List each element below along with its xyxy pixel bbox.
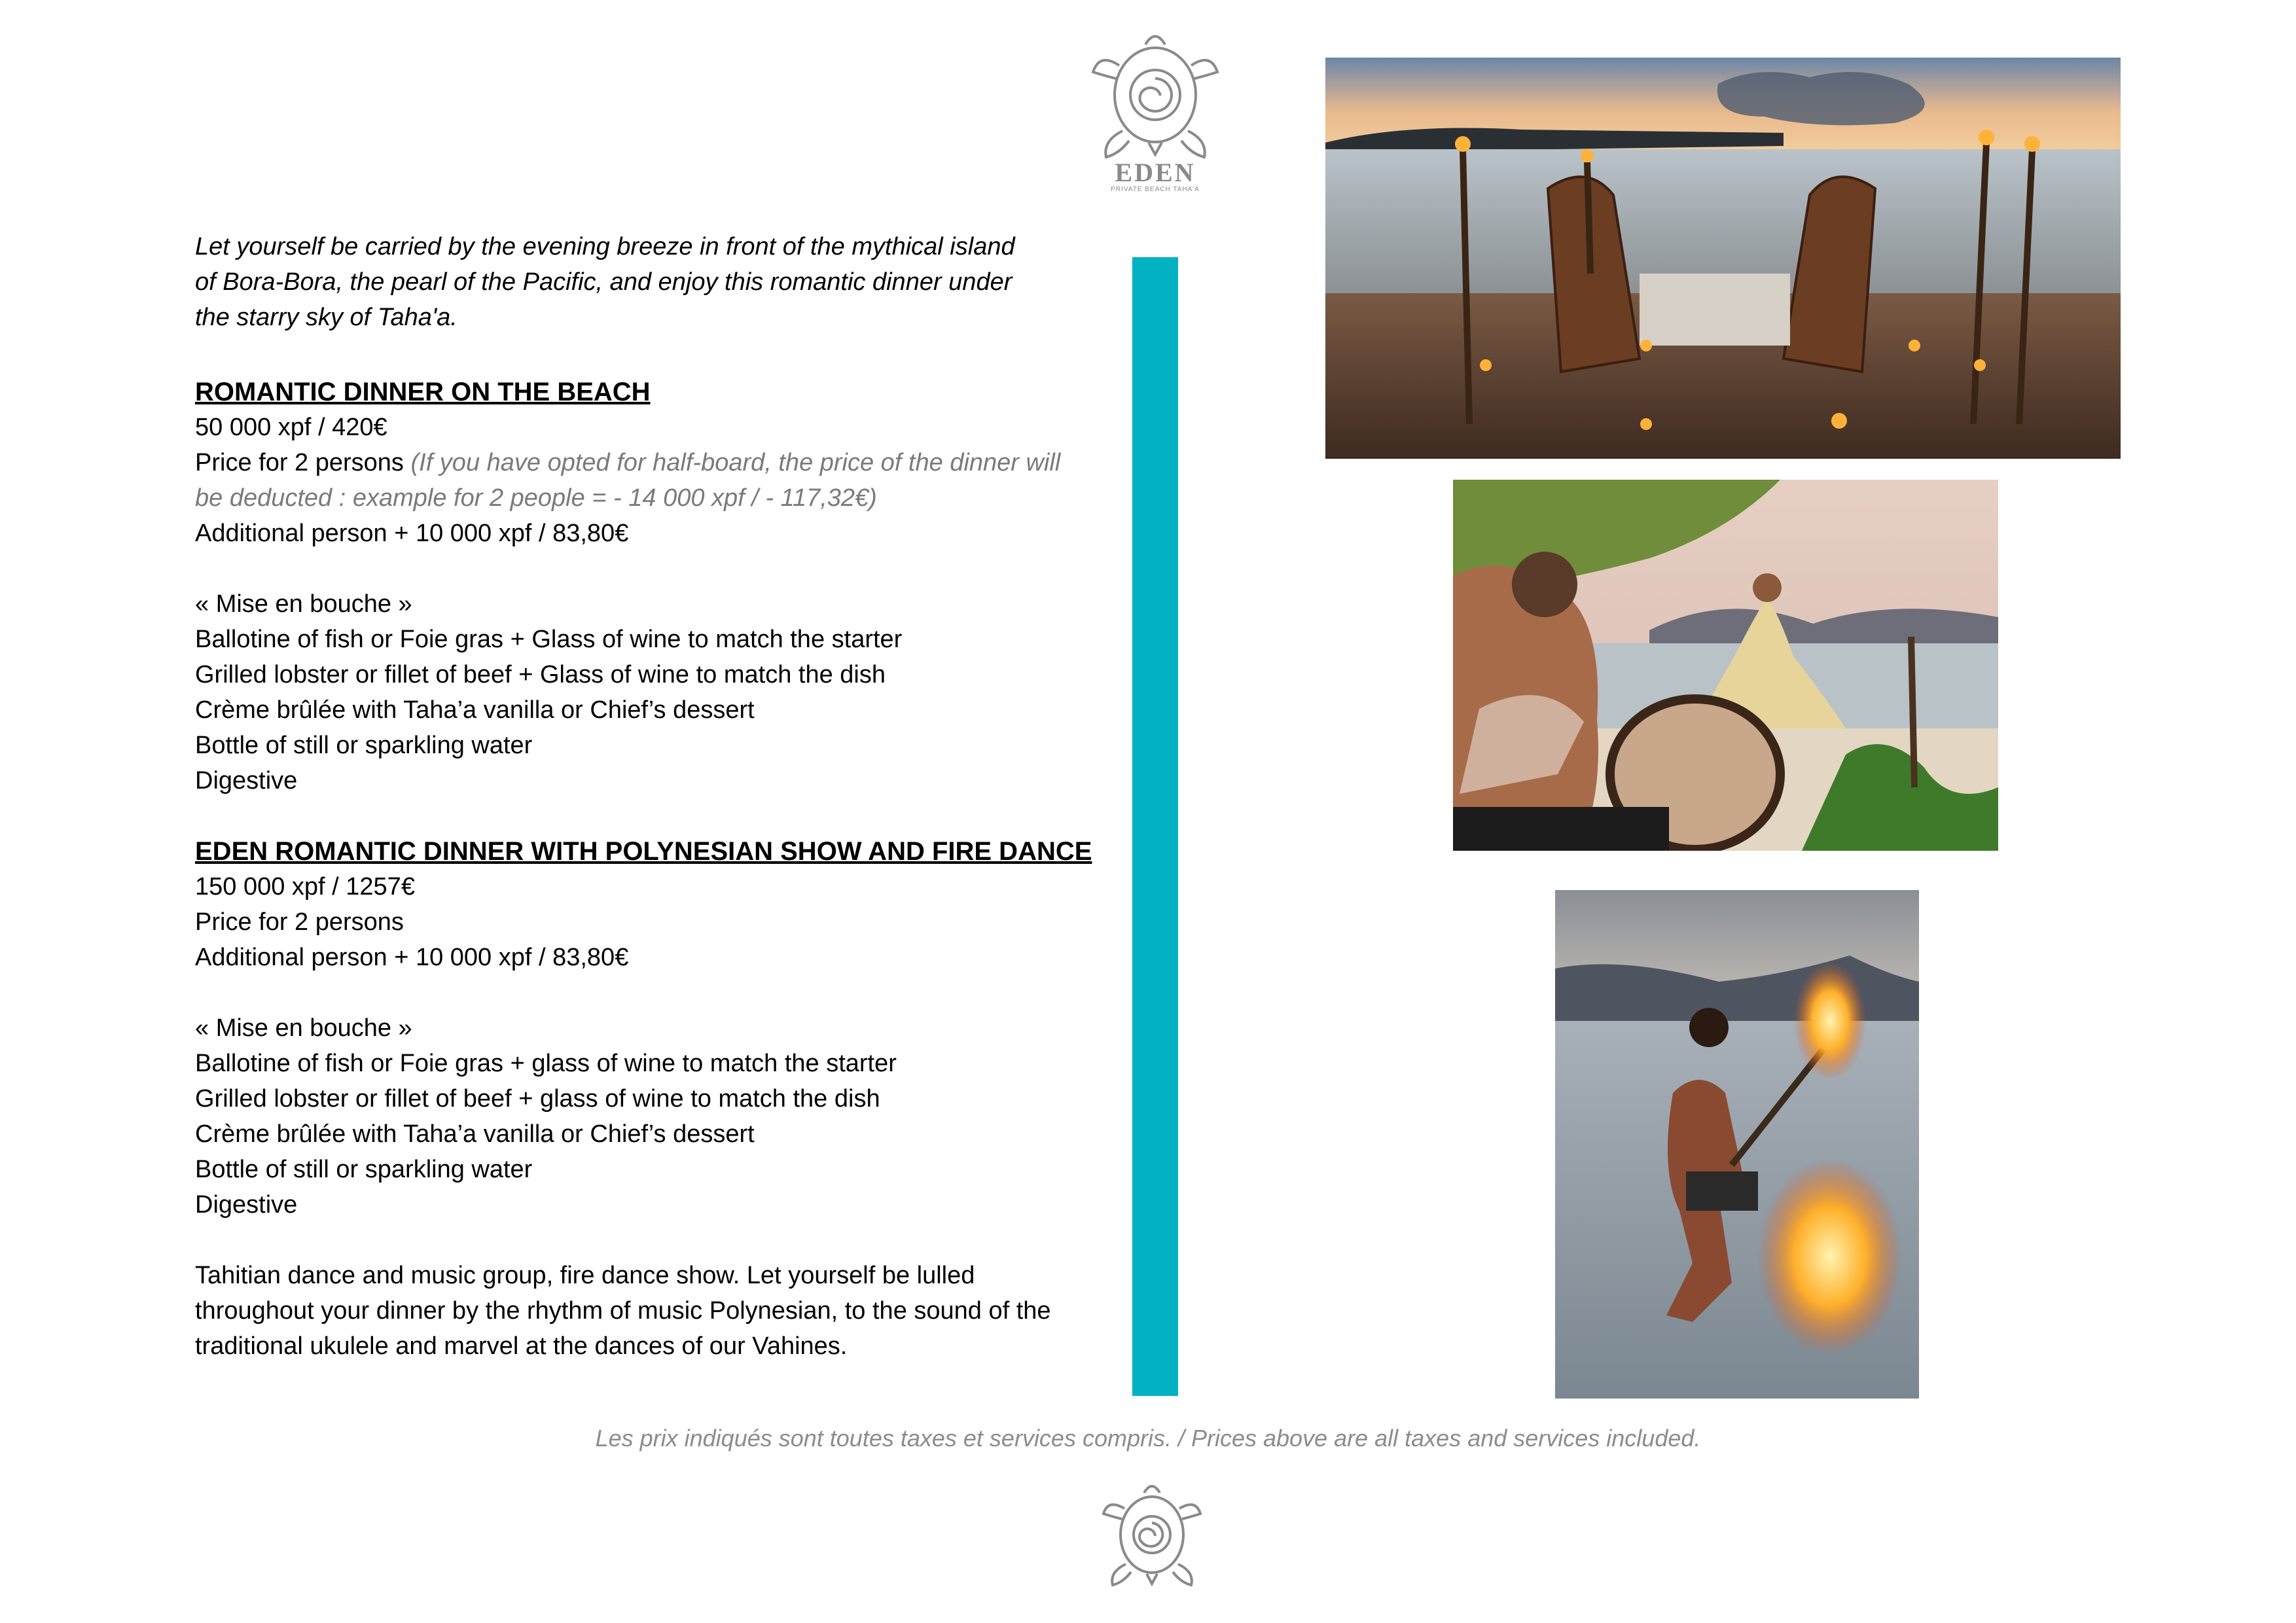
menu1-item: Crème brûlée with Taha’a vanilla or Chief’s dessert [195, 696, 755, 724]
show-description: Tahitian dance and music group, fire dance show. Let yourself be lulled throughout your dinner by the rhythm of music Polynesian, to the sound of the traditional ukulele and marvel at the dances of our Vahines. [195, 1262, 1051, 1360]
accent-divider-bar [1132, 257, 1178, 1396]
menu1-price: 50 000 xpf / 420€ [195, 414, 387, 441]
menu1-item: Digestive [195, 767, 298, 794]
drummer-dancer-photo [1453, 480, 1998, 851]
menu2-item: Ballotine of fish or Foie gras + glass of wine to match the starter [195, 1050, 897, 1077]
menu2-title: EDEN ROMANTIC DINNER WITH POLYNESIAN SHOW AND FIRE DANCE [195, 837, 1092, 866]
menu-text-column [195, 229, 1111, 1364]
beach-dinner-photo [1325, 58, 2121, 459]
turtle-emblem-icon [1100, 1476, 1204, 1594]
menu1-item: Grilled lobster or fillet of beef + Glass of wine to match the dish [195, 661, 886, 688]
menu2-item: Digestive [195, 1191, 298, 1219]
menu1-persons: Price for 2 persons [195, 449, 404, 476]
menu1-persons-line [195, 445, 1066, 516]
menu1-item: « Mise en bouche » [195, 590, 412, 618]
bottom-emblem [1100, 1476, 1204, 1594]
menu1-additional: Additional person + 10 000 xpf / 83,80€ [195, 520, 629, 547]
menu2-price: 150 000 xpf / 1257€ [195, 873, 415, 901]
menu2-item: Grilled lobster or fillet of beef + glass of wine to match the dish [195, 1085, 880, 1113]
menu1-title: ROMANTIC DINNER ON THE BEACH [195, 378, 651, 406]
menu2-item: Bottle of still or sparkling water [195, 1156, 533, 1183]
footer-price-note: Les prix indiqués sont toutes taxes et services compris. / Prices above are all taxes and services included. [595, 1425, 1701, 1452]
menu1-half-board-note: (If you have opted for half-board, the price of the dinner will be deducted : example for 2 people = - 14 000 xpf / - 117,32€) [195, 449, 1061, 512]
menu1-item: Ballotine of fish or Foie gras + Glass of wine to match the starter [195, 626, 903, 653]
logo-tagline: PRIVATE BEACH TAHA'A [1111, 186, 1200, 193]
fire-dancer-photo [1555, 890, 1919, 1399]
menu2-additional: Additional person + 10 000 xpf / 83,80€ [195, 944, 629, 971]
menu1-item: Bottle of still or sparkling water [195, 732, 533, 759]
intro-paragraph: Let yourself be carried by the evening breeze in front of the mythical island of Bora-Bora, the pearl of the Pacific, and enjoy this romantic dinner under the starry sky of Taha'a. [195, 233, 1015, 331]
menu2-item: « Mise en bouche » [195, 1014, 412, 1042]
menu2-item: Crème brûlée with Taha’a vanilla or Chief’s dessert [195, 1120, 755, 1148]
eden-logo [1086, 26, 1224, 196]
menu2-persons: Price for 2 persons [195, 908, 404, 936]
logo-brand: EDEN [1115, 158, 1196, 187]
